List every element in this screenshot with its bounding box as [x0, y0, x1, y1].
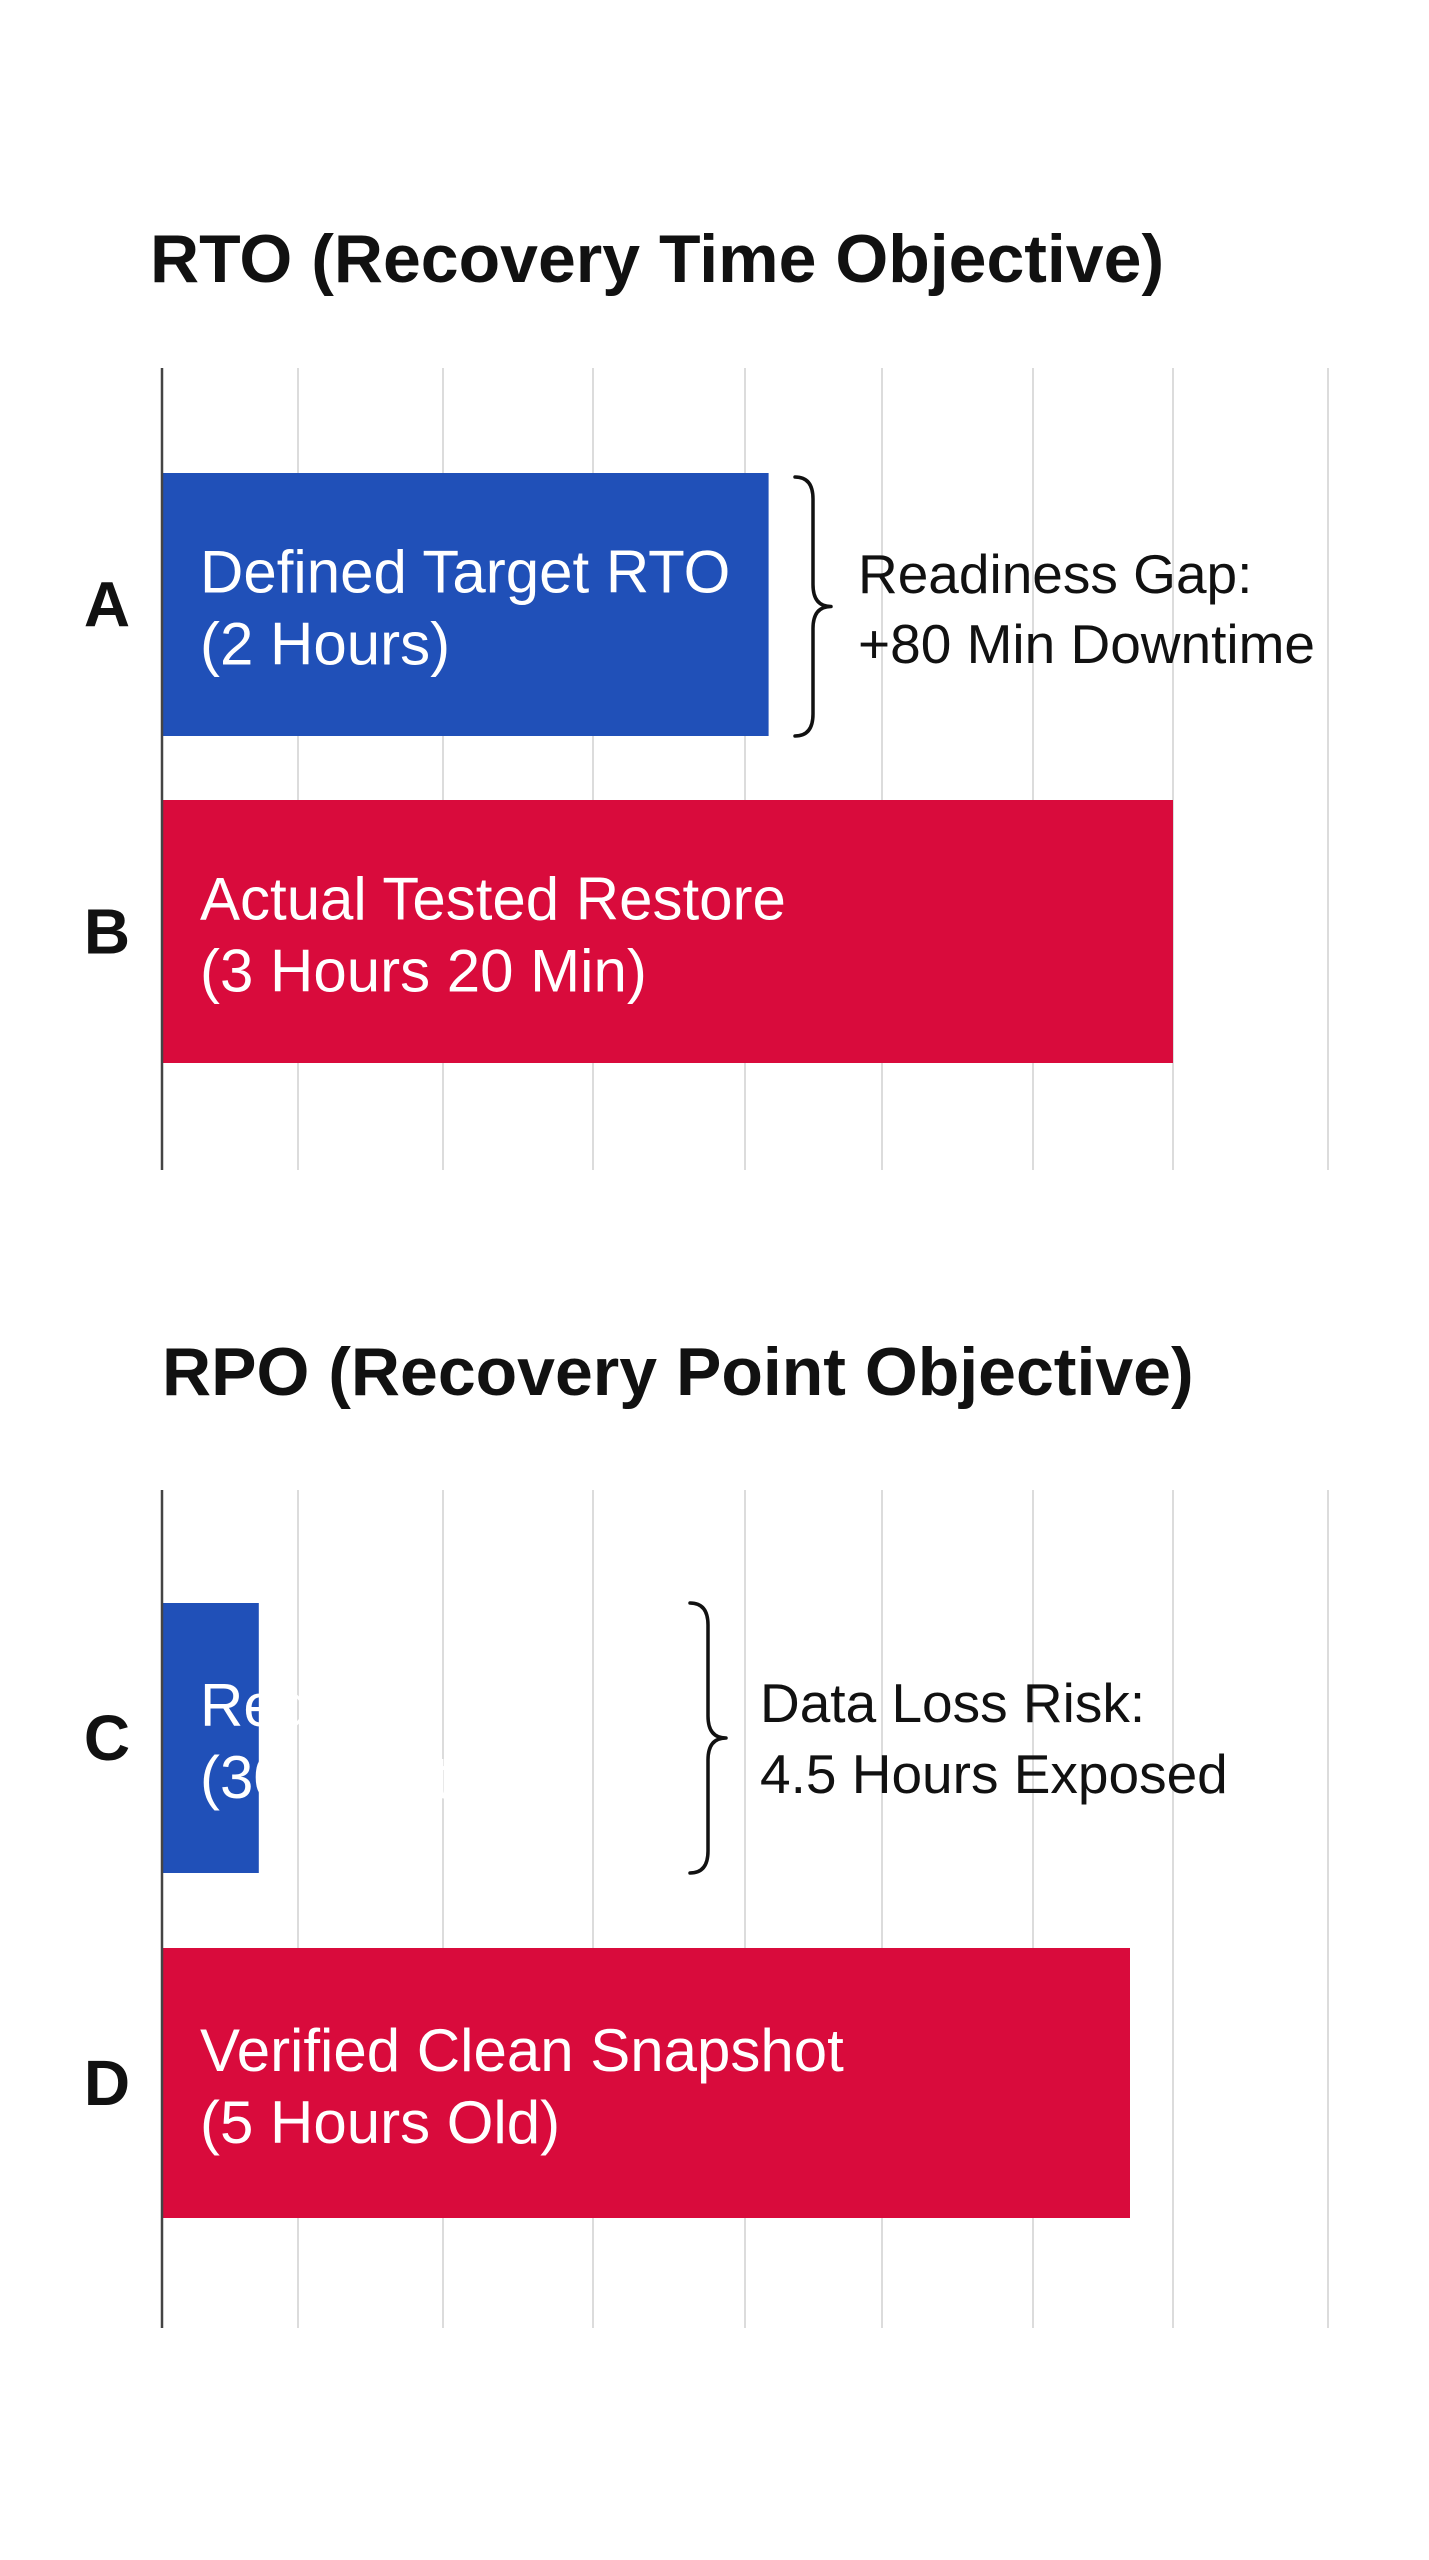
- bar-label-b-line-2: (3 Hours 20 Min): [200, 937, 647, 1005]
- brace-annotation: [690, 1603, 726, 1873]
- brace-annotation: [795, 477, 831, 736]
- chart-title: RTO (Recovery Time Objective): [150, 221, 1165, 297]
- annotation-line-1: Data Loss Risk:: [760, 1672, 1146, 1734]
- annotation-line-2: 4.5 Hours Exposed: [760, 1743, 1228, 1805]
- bar-label-c-line-2: (30 Minutes): [200, 1744, 534, 1811]
- annotation-line-1: Readiness Gap:: [858, 543, 1253, 605]
- bar-label-c-line-1: Required RPO: [200, 1672, 591, 1739]
- category-label-d: D: [83, 2047, 131, 2119]
- chart-panel-1: [84, 221, 1328, 1170]
- bar-label-a-line-2: (2 Hours): [200, 610, 451, 678]
- category-label-a: A: [83, 568, 131, 641]
- chart-title: RPO (Recovery Point Objective): [162, 1334, 1194, 1410]
- category-label-c: C: [83, 1702, 131, 1774]
- chart-panel-2: [84, 1334, 1328, 2328]
- annotation-line-2: +80 Min Downtime: [858, 613, 1315, 675]
- bar-label-b-line-1: Actual Tested Restore: [200, 865, 786, 933]
- category-label-b: B: [83, 895, 131, 968]
- bar-label-d-line-1: Verified Clean Snapshot: [200, 2017, 844, 2084]
- bar-label-d-line-2: (5 Hours Old): [200, 2089, 561, 2156]
- bar-label-a-line-1: Defined Target RTO: [200, 538, 731, 606]
